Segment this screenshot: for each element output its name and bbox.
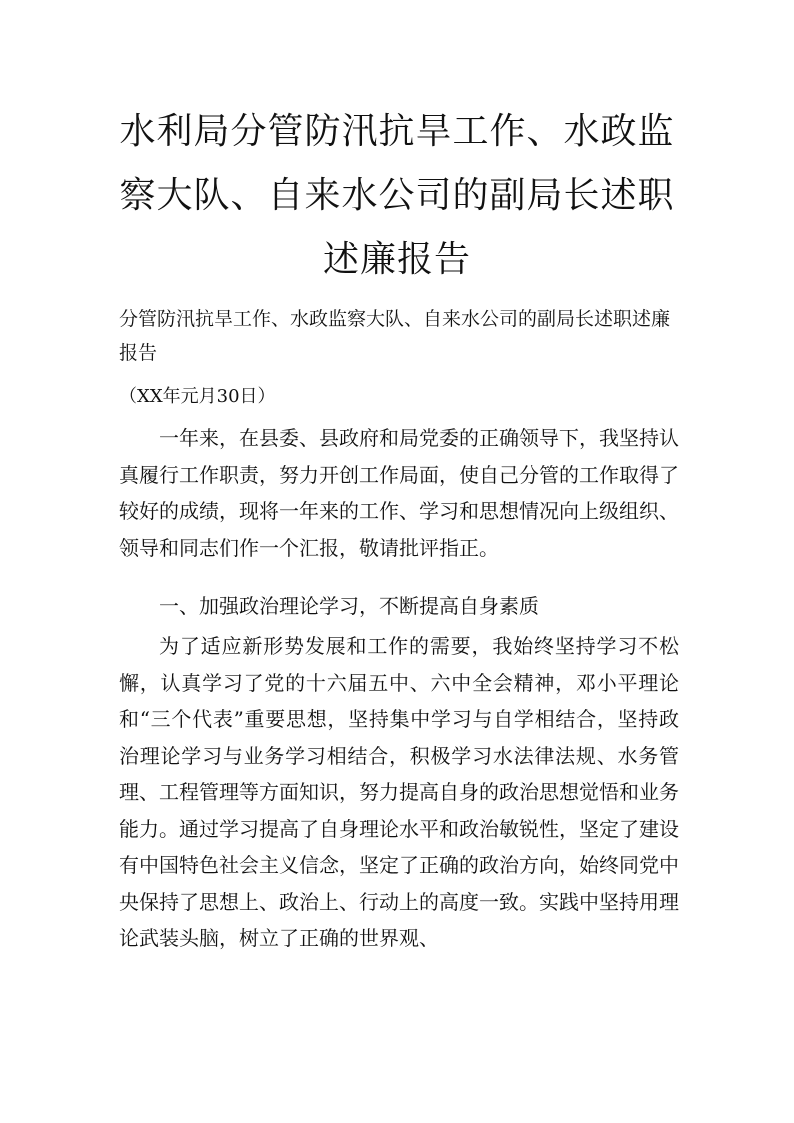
document-title: 水利局分管防汛抗旱工作、水政监察大队、自来水公司的副局长述职述廉报告 <box>119 111 675 280</box>
intro-paragraph: 一年来，在县委、县政府和局党委的正确领导下，我坚持认真履行工作职责，努力开创工作局面，使自己分管的工作取得了较好的成绩，现将一年来的工作、学习和思想情况向上级组织、领导和同志们作一个汇报，敬请批评指正。 <box>119 426 679 560</box>
report-date: （XX年元月30日） <box>119 386 276 407</box>
document-subtitle: 分管防汛抗旱工作、水政监察大队、自来水公司的副局长述职述廉报告 <box>119 308 671 364</box>
section-heading: 一、加强政治理论学习，不断提高自身素质 <box>159 594 539 618</box>
body-paragraph: 为了适应新形势发展和工作的需要，我始终坚持学习不松懈，认真学习了党的十六届五中、六中全会精神，邓小平理论和“三个代表”重要思想，坚持集中学习与自学相结合，坚持政治理论学习与业务学习相结合，积极学习水法律法规、水务管理、工程管理等方面知识，努力提高自身的政治思想觉悟和业务能力。通过学习提高了自身理论水平和政治敏锐性，坚定了建设有中国特色社会主义信念，坚定了正确的政治方向，始终同党中央保持了思想上、政治上、行动上的高度一致。实践中坚持用理论武装头脑，树立了正确的世界观、 <box>119 634 679 950</box>
